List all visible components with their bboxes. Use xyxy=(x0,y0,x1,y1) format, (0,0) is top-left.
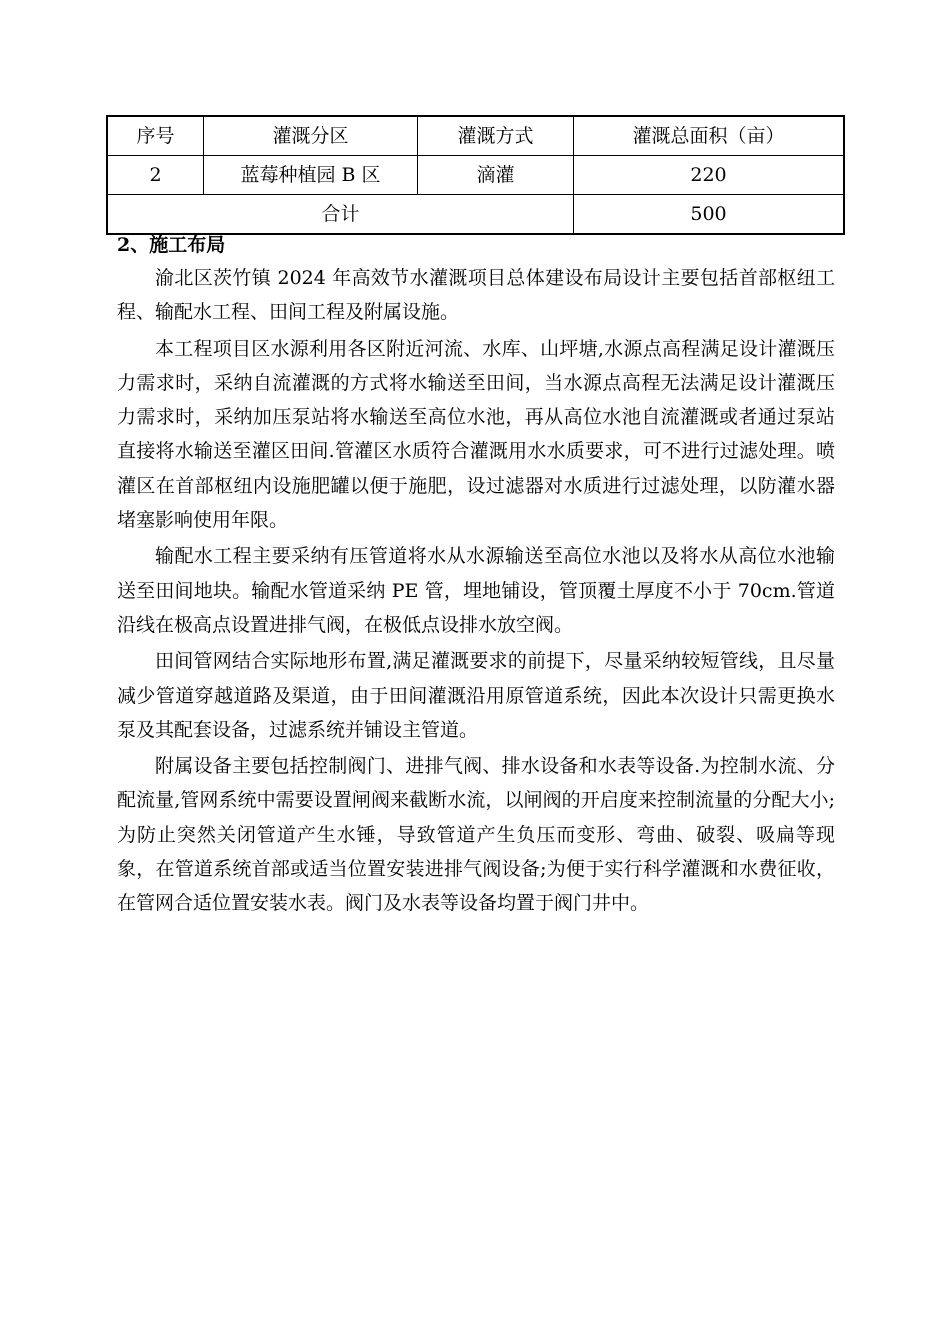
cell-zone: 蓝莓种植园 B 区 xyxy=(204,156,418,195)
cell-method: 滴灌 xyxy=(418,156,574,195)
header-cell-index: 序号 xyxy=(107,116,204,156)
irrigation-table xyxy=(106,115,845,235)
paragraph: 附属设备主要包括控制阀门、进排气阀、排水设备和水表等设备.为控制水流、分配流量,管网系统中需要设置闸阀来截断水流，以闸阀的开启度来控制流量的分配大小;为防止突然关闭管道产生水锤，导致管道产生负压而变形、弯曲、破裂、吸扁等现象，在管道系统首部或适当位置安装进排气阀设备;为便于实行科学灌溉和水费征收，在管网合适位置安装水表。阀门及水表等设备均置于阀门井中。 xyxy=(117,755,835,915)
total-value-cell: 500 xyxy=(574,195,845,235)
section-heading: 2、施工布局 xyxy=(117,234,226,256)
table-header-row xyxy=(107,116,844,156)
paragraph: 本工程项目区水源利用各区附近河流、水库、山坪塘,水源点高程满足设计灌溉压力需求时，采纳自流灌溉的方式将水输送至田间，当水源点高程无法满足设计灌溉压力需求时，采纳加压泵站将水输送至高位水池，再从高位水池自流灌溉或者通过泵站直接将水输送至灌区田间.管灌区水质符合灌溉用水水质要求，可不进行过滤处理。喷灌区在首部枢纽内设施肥罐以便于施肥，设过滤器对水质进行过滤处理，以防灌水器堵塞影响使用年限。 xyxy=(117,337,835,532)
paragraph: 输配水工程主要采纳有压管道将水从水源输送至高位水池以及将水从高位水池输送至田间地块。输配水管道采纳 PE 管，埋地铺设，管顶覆土厚度不小于 70cm.管道沿线在极高点设置进排气阀，在极低点设排水放空阀。 xyxy=(117,545,835,636)
header-cell-area: 灌溉总面积（亩） xyxy=(574,116,845,156)
total-label-cell: 合计 xyxy=(107,195,574,235)
header-cell-method: 灌溉方式 xyxy=(418,116,574,156)
section-body xyxy=(117,261,835,923)
table-row xyxy=(107,156,844,195)
paragraph: 渝北区茨竹镇 2024 年高效节水灌溉项目总体建设布局设计主要包括首部枢纽工程、输配水工程、田间工程及附属设施。 xyxy=(117,267,835,324)
cell-area: 220 xyxy=(574,156,845,195)
header-cell-zone: 灌溉分区 xyxy=(204,116,418,156)
paragraph: 田间管网结合实际地形布置,满足灌溉要求的前提下，尽量采纳较短管线，且尽量减少管道穿越道路及渠道，由于田间灌溉沿用原管道系统，因此本次设计只需更换水泵及其配套设备，过滤系统并铺设主管道。 xyxy=(117,650,835,741)
table-total-row xyxy=(107,195,844,235)
cell-index: 2 xyxy=(107,156,204,195)
